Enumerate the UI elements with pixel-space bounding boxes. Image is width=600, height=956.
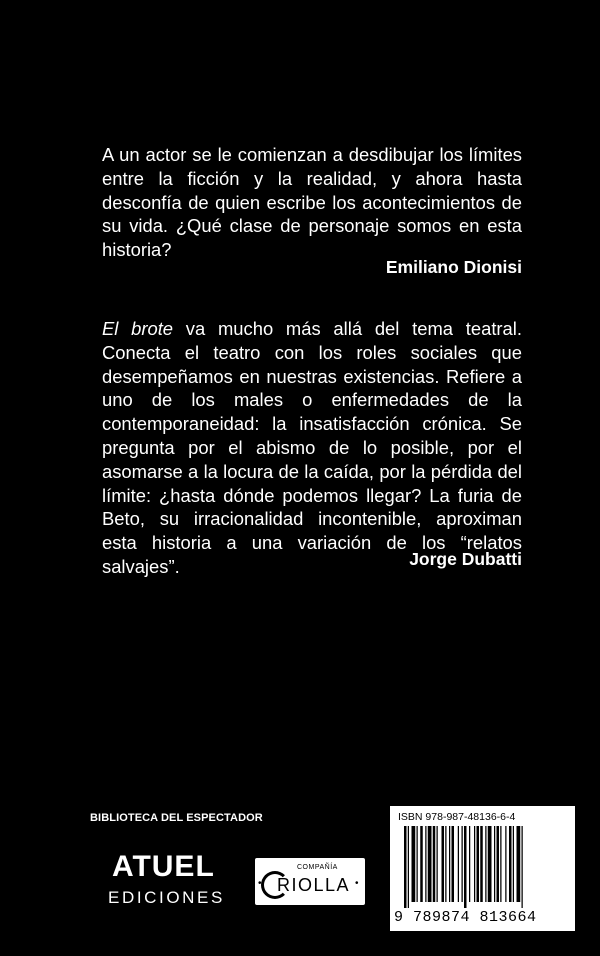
dot-icon: • [258,878,262,889]
publisher-logo: ATUEL [112,850,215,883]
quote-paragraph-1: A un actor se le comienzan a desdibujar los límites entre la ficción y la realidad, y ahora hasta desconfía de quien escribe los acontecimientos de su vida. ¿Qué clase de personaje somos en esta historia? [102,144,522,261]
series-name: BIBLIOTECA DEL ESPECTADOR [90,812,263,824]
barcode-bar [437,826,438,902]
barcode-bar [485,826,486,902]
barcode-bar [442,826,445,902]
barcode-bars-icon [390,826,575,910]
partner-logo-name: RIOLLA [277,875,351,895]
barcode-bar [420,826,423,902]
quote-paragraph-2 [102,317,522,579]
barcode-bar [494,826,495,902]
barcode-bar [513,826,514,902]
barcode-bar [425,826,426,902]
dot-icon: • [355,878,359,889]
barcode-bar [452,826,455,902]
barcode-bar [445,826,446,902]
barcode-bar [497,826,500,902]
barcode-bar [500,826,501,902]
isbn-text: ISBN 978-987-48136-6-4 [398,811,516,823]
barcode-bar [469,826,470,902]
barcode-bar [517,826,521,902]
quote-author-2: Jorge Dubatti [409,549,522,569]
barcode-bar [433,826,436,902]
barcode-bar [477,826,480,902]
barcode-bar [464,826,467,908]
barcode-bar [428,826,432,902]
partner-logo [255,858,365,905]
barcode-bar [412,826,416,902]
book-title-italic: El brote [102,318,174,339]
barcode-bar [480,826,483,902]
barcode-bar [449,826,450,902]
barcode-bar [509,826,512,902]
barcode: ISBN 978-987-48136-6-4 9 789874 813664 [390,806,575,931]
barcode-bar [474,826,475,902]
quote-body-2: va mucho más allá del tema teatral. Conecta el teatro con los roles sociales que desempeñamos en nuestras existencias. Refiere a uno de los males o enfermedades de la contemporaneidad: la insatisfacción crónica. Se pregunta por el abismo de lo posible, por el asomarse a la locura de la caída, por la pérdida del límite: ¿hasta dónde podemos llegar? La furia de Beto, su irracionalidad incontenible, aproximan esta historia a una variación de los “relatos salvajes”. [102,318,522,577]
barcode-bar [488,826,492,902]
barcode-bar [458,826,459,902]
barcode-bar [404,826,407,908]
quote-author-1: Emiliano Dionisi [385,257,522,277]
publisher-subtitle: EDICIONES [108,888,225,907]
partner-logo-top: COMPAÑÍA [297,864,338,871]
barcode-bar [408,826,409,908]
barcode-bar [505,826,506,902]
barcode-bar [522,826,523,908]
barcode-bar [417,826,418,902]
barcode-bar [462,826,463,902]
